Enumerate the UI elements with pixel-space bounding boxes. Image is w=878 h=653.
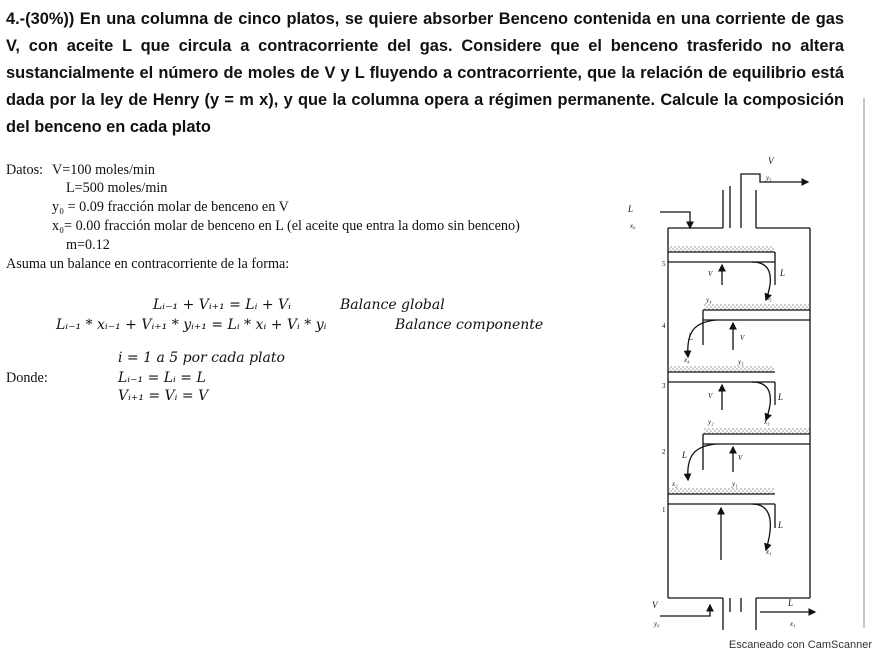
datos-y0: y₀ = 0.09 fracción molar de benceno en V — [52, 199, 289, 215]
label-l5: L — [780, 268, 786, 278]
scanner-watermark: Escaneado con CamScanner — [728, 639, 872, 651]
label-v-bottom: V — [652, 600, 658, 610]
label-x1: x₁ — [766, 548, 772, 556]
balance-intro: Asuma un balance en contracorriente de la forma: — [6, 256, 290, 272]
label-y2: y₂ — [708, 418, 714, 426]
datos-v: V=100 moles/min — [52, 162, 155, 178]
plate-range: i = 1 a 5 por cada plato — [118, 350, 285, 366]
label-y5-top: y₅ — [766, 174, 772, 182]
label-plate-4: 4 — [662, 322, 666, 330]
label-x4: x₄ — [684, 356, 690, 364]
label-v2: V — [738, 454, 743, 462]
label-x0-top: x₀ — [630, 222, 636, 230]
label-l2: L — [682, 450, 688, 460]
equation-global: Lᵢ₋₁ + Vᵢ₊₁ = Lᵢ + Vᵢ — [153, 297, 291, 313]
label-plate-5: 5 — [662, 260, 666, 268]
label-y0-bottom: y₀ — [654, 620, 660, 628]
label-v4: V — [740, 334, 745, 342]
donde-label: Donde: — [6, 370, 48, 386]
label-l1: L — [778, 520, 784, 530]
label-plate-3: 3 — [662, 382, 666, 390]
datos-label: Datos: — [6, 162, 44, 178]
label-x5: x₅ — [766, 294, 772, 302]
label-plate-2: 2 — [662, 448, 666, 456]
condition-v: Vᵢ₊₁ = Vᵢ = V — [118, 388, 209, 404]
label-l-bottom: L — [788, 598, 794, 608]
label-y1: y₁ — [732, 480, 738, 488]
datos-x0: x₀= 0.00 fracción molar de benceno en L (el aceite que entra la domo sin benceno) — [52, 218, 520, 234]
label-y3: y₃ — [738, 358, 744, 366]
problem-text: En una columna de cinco platos, se quiere absorber Benceno contenida en una corriente de gas V, con aceite L que circula a contracorriente del gas. Considere que el benceno trasferido no altera sustancialmente el número de moles de V y L fluyendo a contracorriente, que la relación de equilibrio está dada por la ley de Henry (y = m x), y que la columna opera a régimen permanente. Calcule la composición del benceno en cada plato — [6, 10, 844, 136]
label-x1-bottom: x₁ — [790, 620, 796, 628]
label-y4: y₄ — [706, 296, 712, 304]
label-l-top: L — [628, 204, 634, 214]
label-x3: x₃ — [764, 418, 770, 426]
equation-component-label: Balance componente — [395, 317, 544, 333]
label-l3: L — [778, 392, 784, 402]
datos-l: L=500 moles/min — [66, 180, 168, 196]
condition-l: Lᵢ₋₁ = Lᵢ = L — [118, 370, 206, 386]
label-x2: x₂ — [672, 480, 678, 488]
equation-global-label: Balance global — [340, 297, 445, 313]
datos-m: m=0.12 — [66, 237, 110, 253]
label-v3: V — [708, 392, 713, 400]
equation-component: Lᵢ₋₁ * xᵢ₋₁ + Vᵢ₊₁ * yᵢ₊₁ = Lᵢ * xᵢ + Vᵢ * yᵢ — [56, 317, 327, 333]
label-v-top: V — [768, 156, 774, 166]
label-plate-1: 1 — [662, 506, 666, 514]
problem-number: 4.-(30%)) — [6, 10, 75, 28]
label-l4: L — [688, 332, 694, 342]
label-v5: V — [708, 270, 713, 278]
